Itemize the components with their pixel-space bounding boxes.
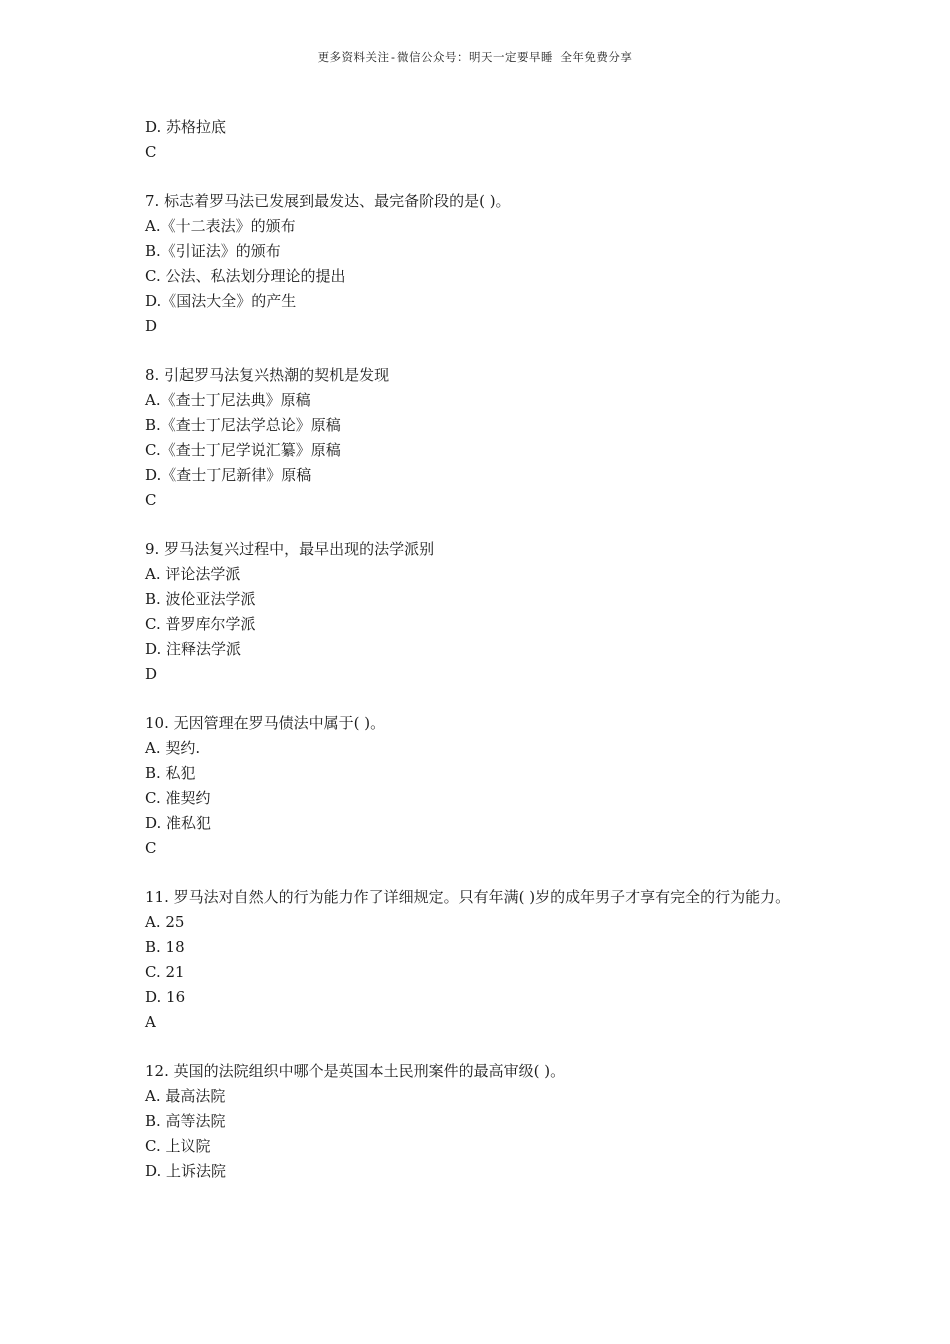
option-c: C. 准契约 [145, 789, 211, 807]
answer: C [145, 143, 157, 161]
option-b: B. 私犯 [145, 764, 196, 782]
option-b: B. 18 [145, 938, 185, 956]
question-stem: 7. 标志着罗马法已发展到最发达、最完备阶段的是( )。 [145, 192, 511, 210]
option-d: D. 上诉法院 [145, 1162, 227, 1180]
option-d: D. 注释法学派 [145, 640, 242, 658]
question-stem: 10. 无因管理在罗马债法中属于( )。 [145, 714, 386, 732]
option-b: B. 波伦亚法学派 [145, 590, 256, 608]
option-d: D. 准私犯 [145, 814, 212, 832]
question-stem: 9. 罗马法复兴过程中，最早出现的法学派别 [145, 540, 435, 558]
option-d: D.《国法大全》的产生 [145, 292, 297, 310]
option-c: C. 普罗库尔学派 [145, 615, 256, 633]
page-header: 更多资料关注-微信公众号：明天一定要早睡 全年免费分享 [317, 50, 633, 64]
option-a: A.《查士丁尼法典》原稿 [145, 391, 311, 409]
question-stem: 8. 引起罗马法复兴热潮的契机是发现 [145, 366, 390, 384]
option-d: D. 16 [145, 988, 186, 1006]
question-stem: 11. 罗马法对自然人的行为能力作了详细规定。只有年满( )岁的成年男子才享有完全的行为能力。 [145, 888, 791, 906]
option-c: C.《查士丁尼学说汇纂》原稿 [145, 441, 341, 459]
option-b: B.《引证法》的颁布 [145, 242, 281, 260]
option-a: A. 评论法学派 [145, 565, 241, 583]
question-8 [145, 363, 825, 513]
answer: C [145, 491, 157, 509]
question-9 [145, 537, 825, 687]
option-b: B. 高等法院 [145, 1112, 226, 1130]
question-7 [145, 189, 825, 339]
option-a: A. 契约. [145, 739, 201, 757]
option-a: A. 最高法院 [145, 1087, 226, 1105]
question-stem: 12. 英国的法院组织中哪个是英国本土民刑案件的最高审级( )。 [145, 1062, 566, 1080]
question-10 [145, 711, 825, 861]
option-d: D. 苏格拉底 [145, 118, 227, 136]
question-11 [145, 885, 825, 1035]
option-c: C. 上议院 [145, 1137, 211, 1155]
question-fragment [145, 115, 825, 165]
question-12 [145, 1059, 825, 1184]
answer: A [145, 1013, 156, 1031]
answer: D [145, 317, 158, 335]
answer: D [145, 665, 158, 683]
option-a: A. 25 [145, 913, 185, 931]
document-body [145, 115, 825, 1184]
option-b: B.《查士丁尼法学总论》原稿 [145, 416, 341, 434]
option-a: A.《十二表法》的颁布 [145, 217, 296, 235]
option-c: C. 公法、私法划分理论的提出 [145, 267, 346, 285]
option-c: C. 21 [145, 963, 185, 981]
answer: C [145, 839, 157, 857]
option-d: D.《查士丁尼新律》原稿 [145, 466, 312, 484]
